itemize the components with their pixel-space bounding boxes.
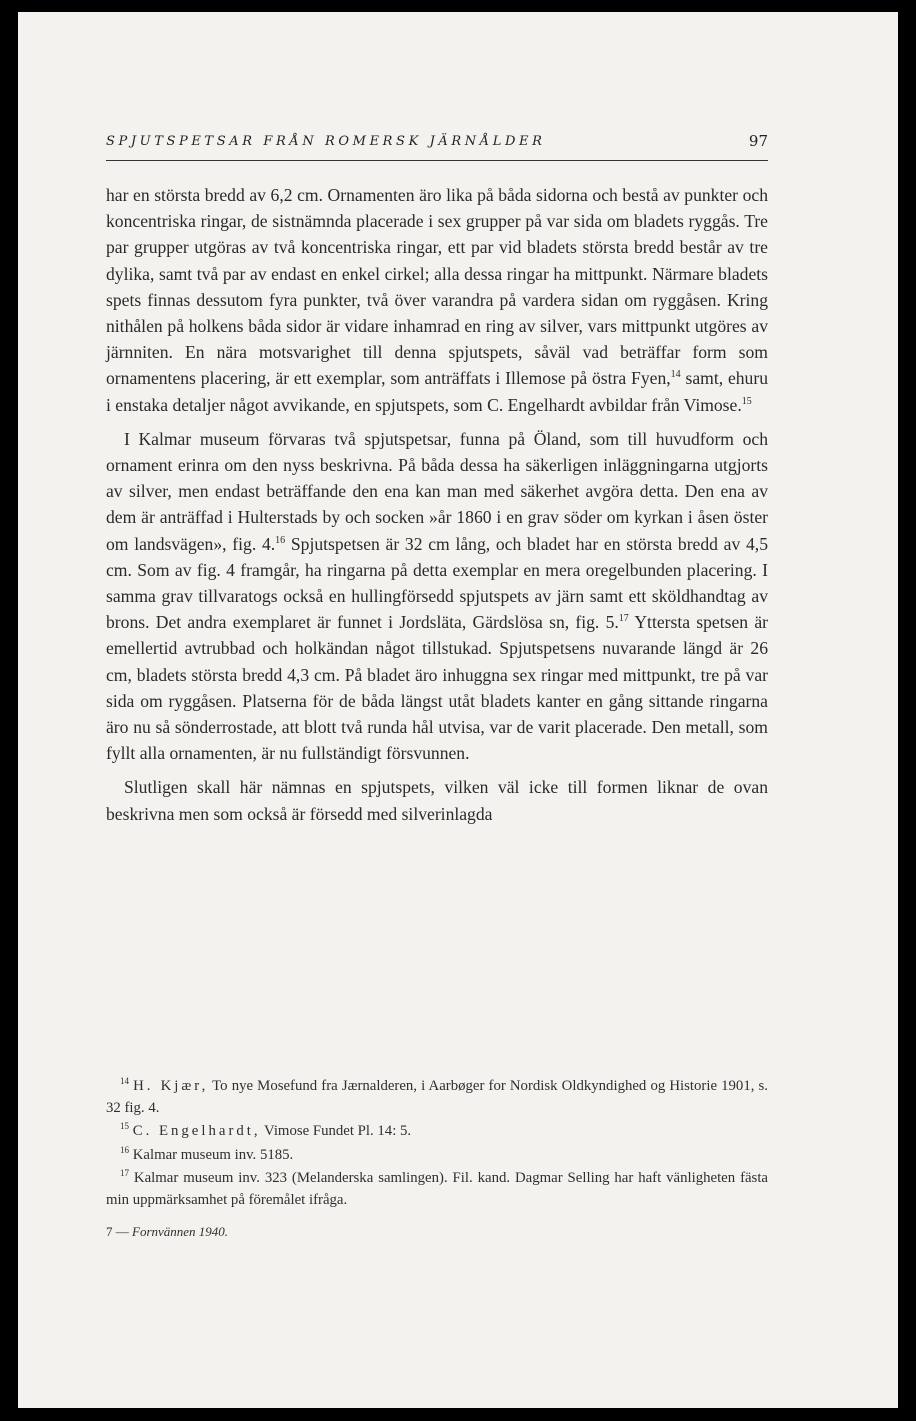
- paragraph-2-text: I Kalmar museum förvaras två spjutspetsar, funna på Öland, som till huvudform och ornament erinra om den nyss beskrivna. På båda dessa ha säkerligen inläggningarna utgjorts av silver, men endast beträffande den ena kan man med säkerhet avgöra detta. Den ena av dem är anträffad i Hulterstads by och socken »år 1860 i en grav söder om kyrkan i åsen öster om landsvägen», fig. 4.: [106, 428, 768, 554]
- paragraph-1: [106, 182, 768, 418]
- running-head-title: SPJUTSPETSAR FRÅN ROMERSK JÄRNÅLDER: [106, 134, 546, 149]
- journal-name: Fornvännen 1940.: [132, 1224, 229, 1239]
- document-page: [18, 12, 898, 1408]
- footnote-author: C. Engelhardt,: [132, 1123, 261, 1139]
- footnote-16: [106, 1145, 768, 1167]
- signature-prefix: 7 —: [106, 1224, 132, 1239]
- page-number: 97: [748, 132, 768, 150]
- footnote-ref-17: 17: [618, 613, 629, 625]
- footnote-number: 14: [120, 1076, 129, 1086]
- footnote-number: 15: [120, 1121, 129, 1131]
- footnote-17: [106, 1168, 768, 1211]
- footnote-15: [106, 1121, 768, 1143]
- footnotes: [106, 1076, 768, 1213]
- body-text: [106, 182, 768, 827]
- paragraph-1-text: har en största bredd av 6,2 cm. Ornamenten äro lika på båda sidorna och bestå av punkter och koncentriska ringar, de sistnämnda placerade i sex grupper på var sida om bladets ryggås. Tre par grupper utgöras av två koncentriska ringar, ett par vid bladets största bredd består av tre dylika, samt två par av endast en enkel cirkel; alla dessa ringar ha mittpunkt. Närmare bladets spets finnas dessutom fyra punkter, två över varandra på vardera sidan om ryggåsen. Kring nithålen på holkens båda sidor är vidare inhamrad en ring av silver, vars mittpunkt utgöres av järnniten. En nära motsvarighet till denna spjutspets, såväl vad beträffar form som ornamentens placering, är ett exemplar, som anträffats i Illemose på östra Fyen,: [106, 185, 768, 389]
- footnote-14: [106, 1076, 768, 1119]
- footnote-number: 16: [120, 1144, 129, 1155]
- footnote-text: Kalmar museum inv. 323 (Melanderska samlingen). Fil. kand. Dagmar Selling har haft vänligheten fästa min uppmärksamhet på föremålet ifråga.: [106, 1170, 768, 1208]
- paragraph-2-text-b: Spjutspetsen är 32 cm lång, och bladet har en största bredd av 4,5 cm. Som av fig. 4 framgår, ha ringarna på detta exemplar en mera oregelbunden placering. I samma grav tillvaratogs också en hullingförsedd spjutspets av järn samt ett sköldhandtag av brons. Det andra exemplaret är funnet i Jordsläta, Gärdslösa sn, fig. 5.: [106, 533, 769, 633]
- footnote-ref-14: 14: [670, 369, 681, 381]
- footnote-ref-16: 16: [275, 534, 286, 546]
- footnote-text: Vimose Fundet Pl. 14: 5.: [260, 1123, 412, 1139]
- running-head: [106, 132, 768, 161]
- paragraph-3-text: Slutligen skall här nämnas en spjutspets, vilken väl icke till formen liknar de ovan beskrivna men som också är försedd med silverinlagda: [106, 777, 768, 824]
- signature-line: [106, 1224, 228, 1240]
- paragraph-2: [106, 426, 768, 767]
- footnote-ref-15: 15: [741, 395, 752, 407]
- paragraph-3: [106, 774, 768, 826]
- footnote-number: 17: [120, 1168, 129, 1178]
- footnote-text: Kalmar museum inv. 5185.: [132, 1146, 294, 1163]
- footnote-author: H. Kjær,: [133, 1078, 209, 1094]
- paragraph-2-text-c: Yttersta spetsen är emellertid avtrubbad och holkändan något tillstukad. Spjutspetsens nuvarande längd är 26 cm, bladets största bredd 4,3 cm. På bladet äro inhuggna sex ringar med mittpunkt, tre på var sida om ryggåsen. Platserna för de båda längst utåt bladets kanter en gång sittande ringarna äro nu så sönderrostade, att blott två runda hål utvisa, var de varit placerade. Den metall, som fyllt alla ornamenten, är nu fullständigt försvunnen.: [106, 612, 768, 764]
- paragraph-1-text-b: samt, ehuru i enstaka detaljer något avvikande, en spjutspets, som C. Engelhardt avbildar från Vimose.: [106, 368, 768, 415]
- footnote-text: To nye Mosefund fra Jærnalderen, i Aarbøger for Nordisk Oldkyndighed og Historie 1901, s. 32 fig. 4.: [106, 1078, 768, 1116]
